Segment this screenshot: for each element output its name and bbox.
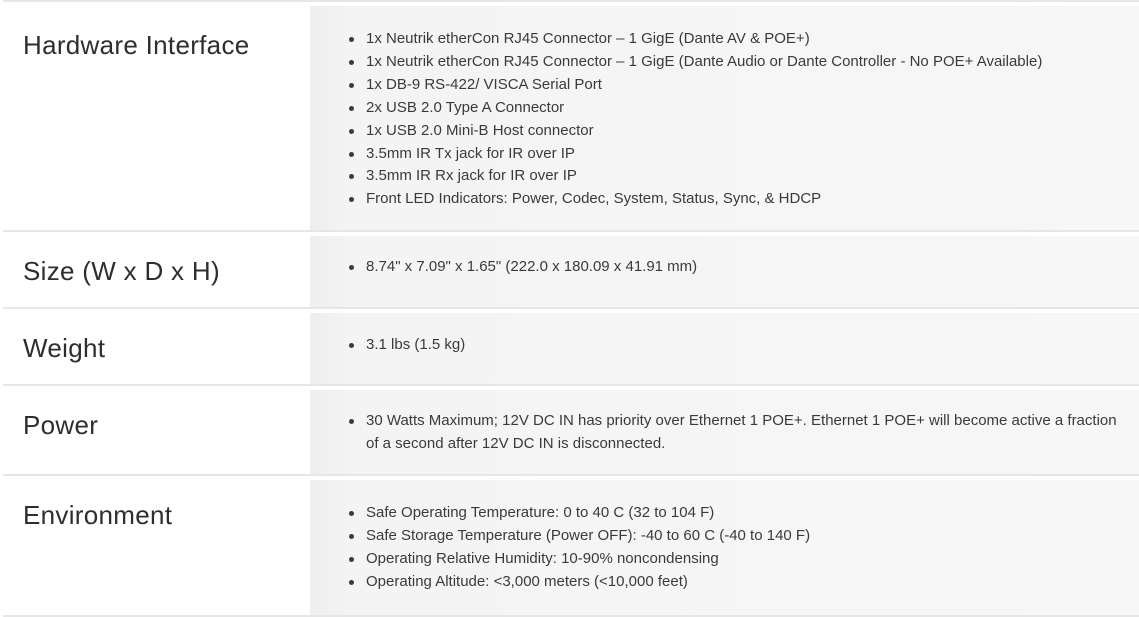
spec-list-item: Safe Storage Temperature (Power OFF): -40 to 60 C (-40 to 140 F): [348, 525, 1133, 548]
table-top-divider: [3, 0, 1139, 2]
spec-list-item: 1x USB 2.0 Mini-B Host connector: [348, 120, 1133, 143]
spec-list: [348, 313, 1133, 357]
spec-row-environment: [3, 480, 1139, 617]
spec-list-item: 1x DB-9 RS-422/ VISCA Serial Port: [348, 74, 1133, 97]
spec-row-power: [3, 390, 1139, 476]
spec-value: [310, 480, 1139, 615]
spec-list: [348, 6, 1133, 211]
spec-list-item: 3.5mm IR Rx jack for IR over IP: [348, 165, 1133, 188]
spec-label: Power: [23, 410, 99, 440]
spec-value: [310, 313, 1139, 384]
spec-list-item: 8.74" x 7.09" x 1.65" (222.0 x 180.09 x 41.91 mm): [348, 256, 1133, 279]
spec-list-item: 1x Neutrik etherCon RJ45 Connector – 1 GigE (Dante Audio or Dante Controller - No POE+ Available): [348, 51, 1133, 74]
spec-list: [348, 236, 1133, 279]
spec-value: [310, 390, 1139, 474]
spec-list-item: 2x USB 2.0 Type A Connector: [348, 97, 1133, 120]
spec-label: Size (W x D x H): [23, 256, 220, 286]
spec-table: [3, 0, 1139, 617]
spec-value: [310, 236, 1139, 307]
spec-list-item: 3.1 lbs (1.5 kg): [348, 334, 1133, 357]
spec-row-weight: [3, 313, 1139, 386]
spec-label: Hardware Interface: [23, 30, 250, 60]
spec-list-item: Operating Altitude: <3,000 meters (<10,000 feet): [348, 571, 1133, 594]
spec-list: [348, 480, 1133, 594]
spec-list-item: Front LED Indicators: Power, Codec, System, Status, Sync, & HDCP: [348, 188, 1133, 211]
spec-list-item: Safe Operating Temperature: 0 to 40 C (32 to 104 F): [348, 502, 1133, 525]
spec-label: Weight: [23, 333, 106, 363]
spec-list-item: 3.5mm IR Tx jack for IR over IP: [348, 143, 1133, 166]
spec-value: [310, 6, 1139, 230]
spec-list: [348, 390, 1133, 456]
spec-list-item: 30 Watts Maximum; 12V DC IN has priority over Ethernet 1 POE+. Ethernet 1 POE+ will become active a fraction of a second after 12V DC IN is disconnected.: [348, 410, 1133, 456]
spec-row-hardware-interface: [3, 6, 1139, 232]
spec-list-item: 1x Neutrik etherCon RJ45 Connector – 1 GigE (Dante AV & POE+): [348, 28, 1133, 51]
spec-list-item: Operating Relative Humidity: 10-90% noncondensing: [348, 548, 1133, 571]
spec-row-size: [3, 236, 1139, 309]
spec-label: Environment: [23, 500, 173, 530]
